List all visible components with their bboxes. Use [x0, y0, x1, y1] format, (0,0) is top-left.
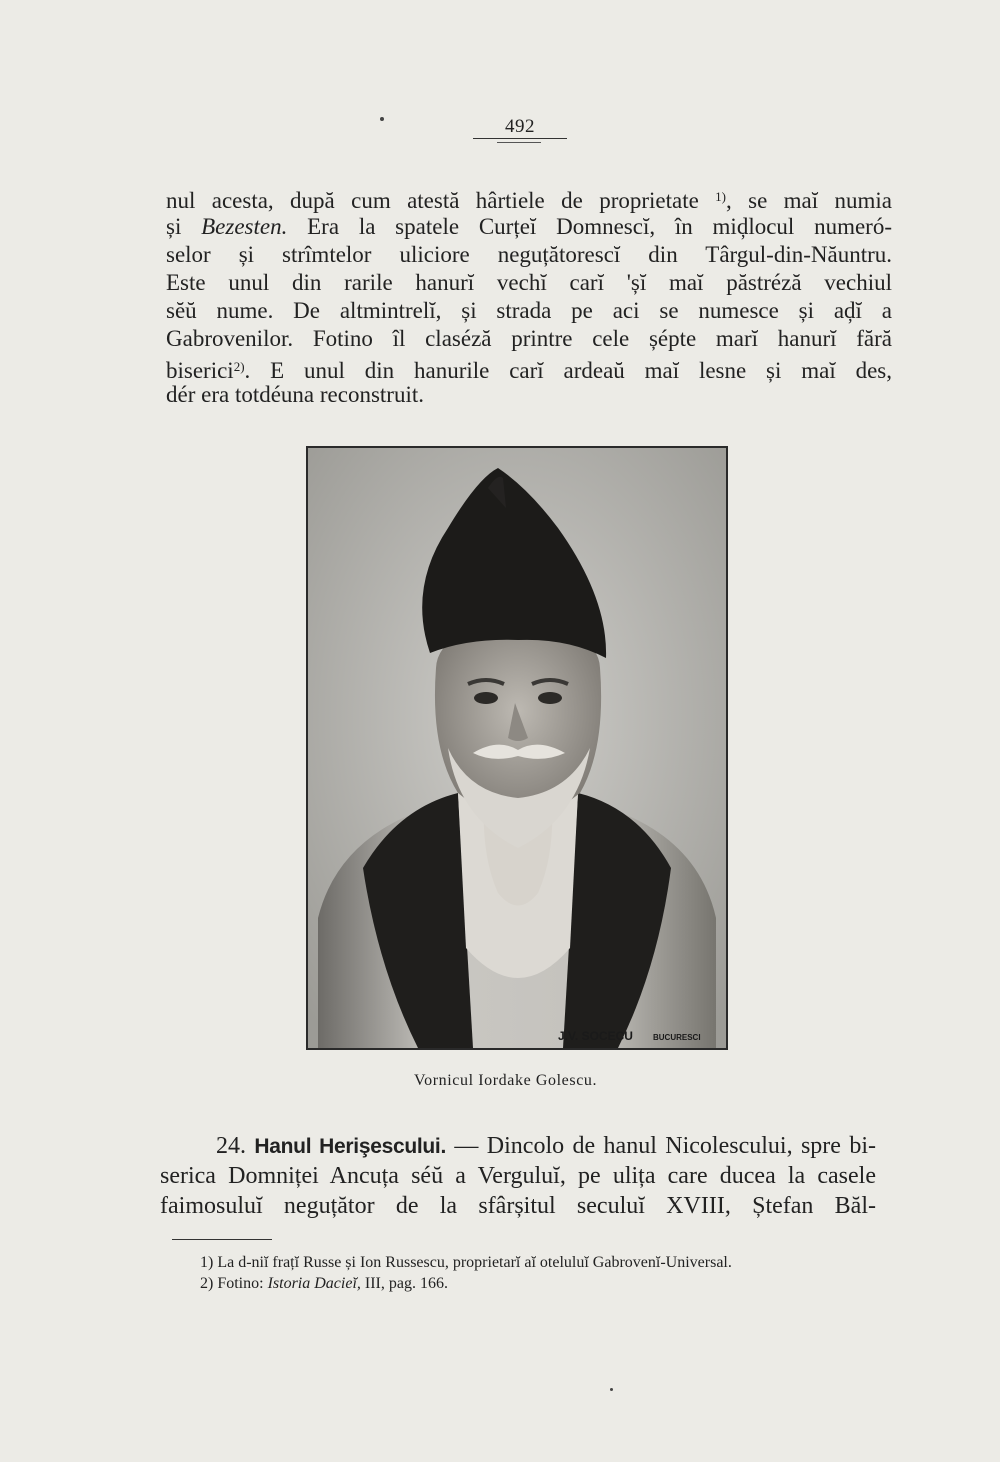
footnote-mark: 2)	[200, 1275, 214, 1292]
body-line: și Bezesten. Era la spatele Curțeĭ Domnescĭ, în miḑlocul numeró-	[166, 214, 892, 239]
section-line: 24. Hanul Herişescului. — Dincolo de hanul Nicolescului, spre bi-	[216, 1133, 876, 1159]
footnote-mark: 1)	[200, 1254, 214, 1271]
engraver-signature: J.V. SOCECU	[558, 1029, 633, 1043]
portrait-figure	[306, 446, 728, 1050]
footnote-ref: 1)	[715, 189, 727, 204]
figure-caption: Vornicul Iordake Golescu.	[414, 1072, 598, 1089]
body-line: sĕŭ nume. De altmintrelĭ, și strada pe aci se numesce și aḑĭ a	[166, 298, 892, 323]
page-number: 492	[505, 116, 535, 137]
page-number-rule	[473, 138, 567, 139]
footnote-ref: 2)	[233, 359, 245, 374]
section-number: 24.	[216, 1133, 246, 1159]
engraver-city: BUCURESCI	[653, 1033, 701, 1042]
body-line: selor și strîmtelor uliciore neguțătorescĭ din Târgul-din-Năuntru.	[166, 242, 892, 267]
footnote: 2) Fotino: Istoria Dacieĭ, III, pag. 166.	[200, 1275, 448, 1292]
footnote: 1) La d-niĭ frațĭ Russe și Ion Russescu, proprietarĭ aĭ oteluluĭ Gabrovenĭ-Universal.	[200, 1254, 732, 1271]
portrait-engraving	[308, 448, 726, 1048]
body-line: dér era totdéuna reconstruit.	[166, 382, 424, 407]
footnote-rule	[172, 1239, 272, 1240]
body-line: Este unul din rarile hanurĭ vechĭ carĭ 'șĭ maĭ păstréză vechiul	[166, 270, 892, 295]
ink-speck	[380, 117, 384, 121]
ink-speck	[610, 1388, 613, 1391]
section-line: serica Domniței Ancuța séŭ a Verguluĭ, pe ulița care ducea la casele	[160, 1163, 876, 1189]
body-line: biserici$^{2)}$. E unul din hanurile carĭ ardeaŭ maĭ lesne și maĭ des,	[166, 358, 892, 383]
page-number-rule-short	[497, 142, 541, 143]
section-heading: Hanul Herişescului.	[254, 1135, 446, 1158]
body-line: nul acesta, după cum atestă hârtiele de proprietate $^{1)}$, se maĭ numia	[166, 188, 892, 213]
section-line: faimosuluĭ neguțător de la sfârșitul seculuĭ XVIII, Ștefan Băl-	[160, 1193, 876, 1219]
body-line: Gabrovenilor. Fotino îl claséză printre cele șépte marĭ hanurĭ fără	[166, 326, 892, 351]
